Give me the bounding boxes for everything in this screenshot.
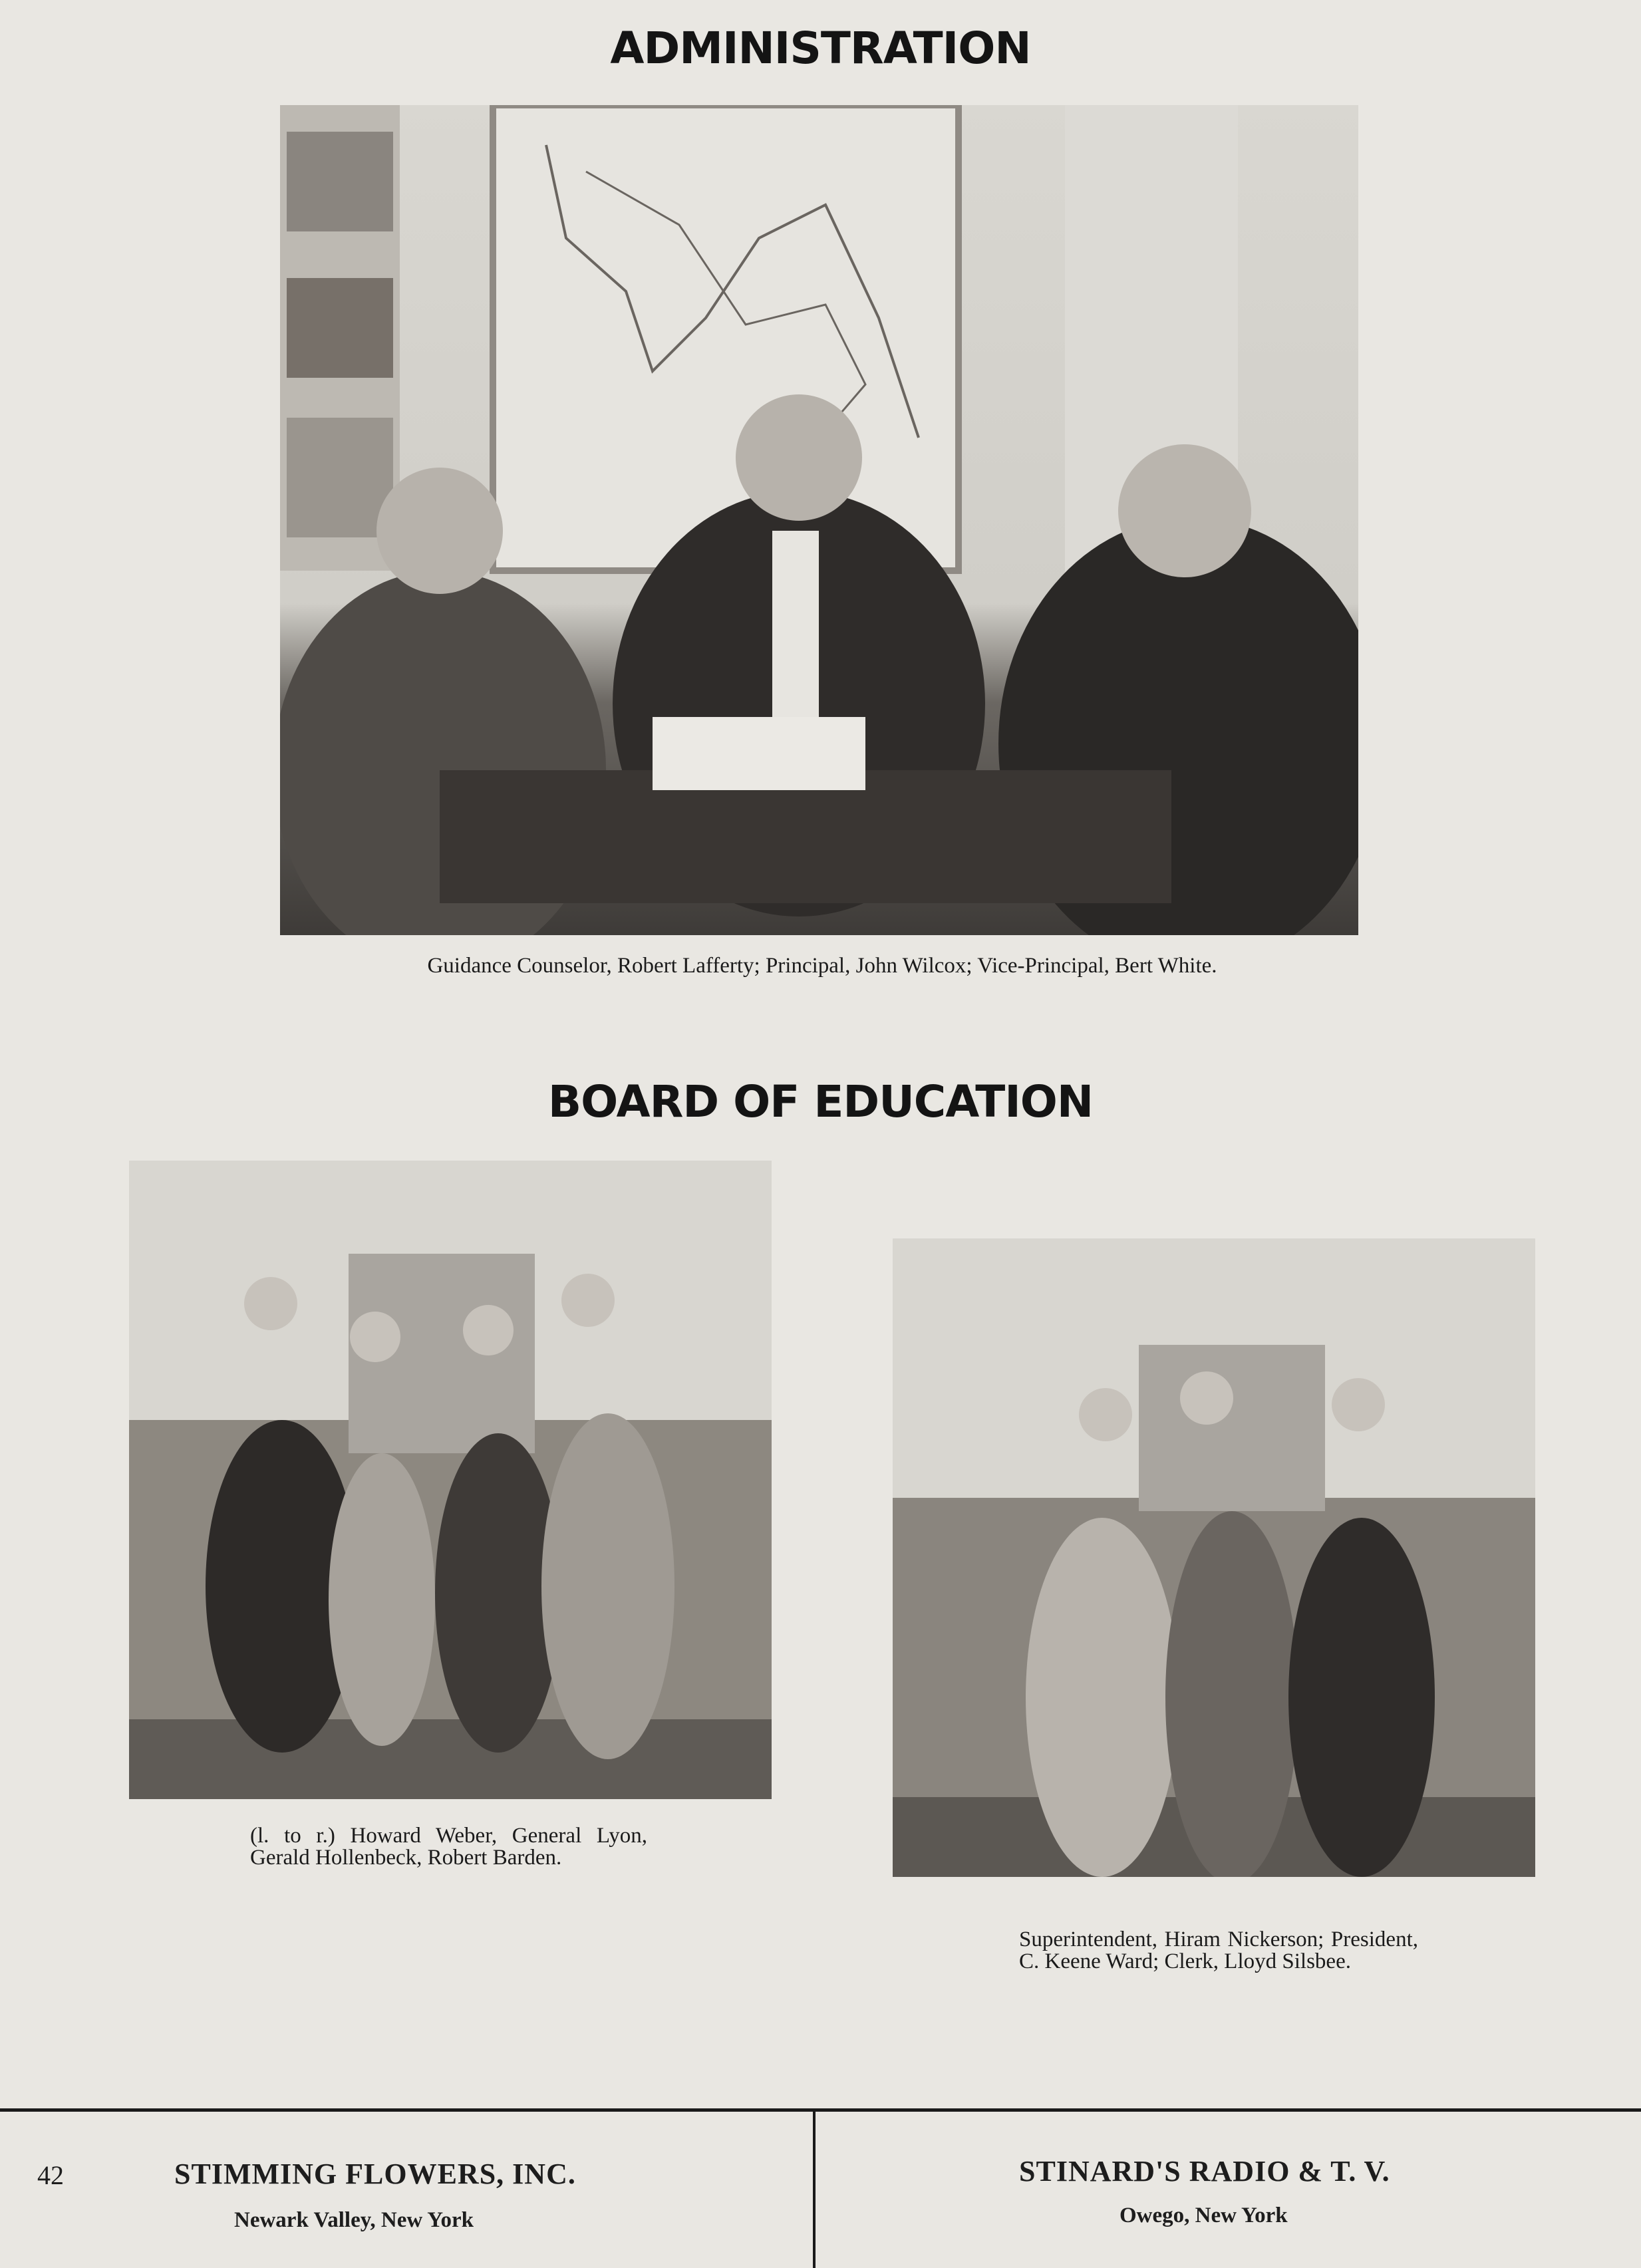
administration-photo: [280, 105, 1358, 935]
board-left-caption: (l. to r.) Howard Weber, General Lyon, Gerald Hollenbeck, Robert Barden.: [250, 1824, 647, 1870]
board-photo-right: [893, 1238, 1535, 1877]
advertisement-footer: [0, 2108, 1641, 2268]
right-ad-location: Owego, New York: [1119, 2203, 1288, 2227]
board-heading: BOARD OF EDUCATION: [547, 1076, 1094, 1127]
board-photo-left: [129, 1161, 772, 1799]
footer-divider: [813, 2112, 816, 2268]
left-ad-name: STIMMING FLOWERS, INC.: [174, 2158, 576, 2190]
left-ad-location: Newark Valley, New York: [234, 2208, 474, 2232]
administration-caption: Guidance Counselor, Robert Lafferty; Principal, John Wilcox; Vice-Principal, Bert White.: [427, 954, 1217, 978]
right-ad-name: STINARD'S RADIO & T. V.: [1019, 2155, 1390, 2188]
page-number: 42: [37, 2160, 64, 2190]
board-right-caption: Superintendent, Hiram Nickerson; President, C. Keene Ward; Clerk, Lloyd Silsbee.: [1019, 1927, 1418, 1973]
administration-heading: ADMINISTRATION: [610, 23, 1031, 74]
